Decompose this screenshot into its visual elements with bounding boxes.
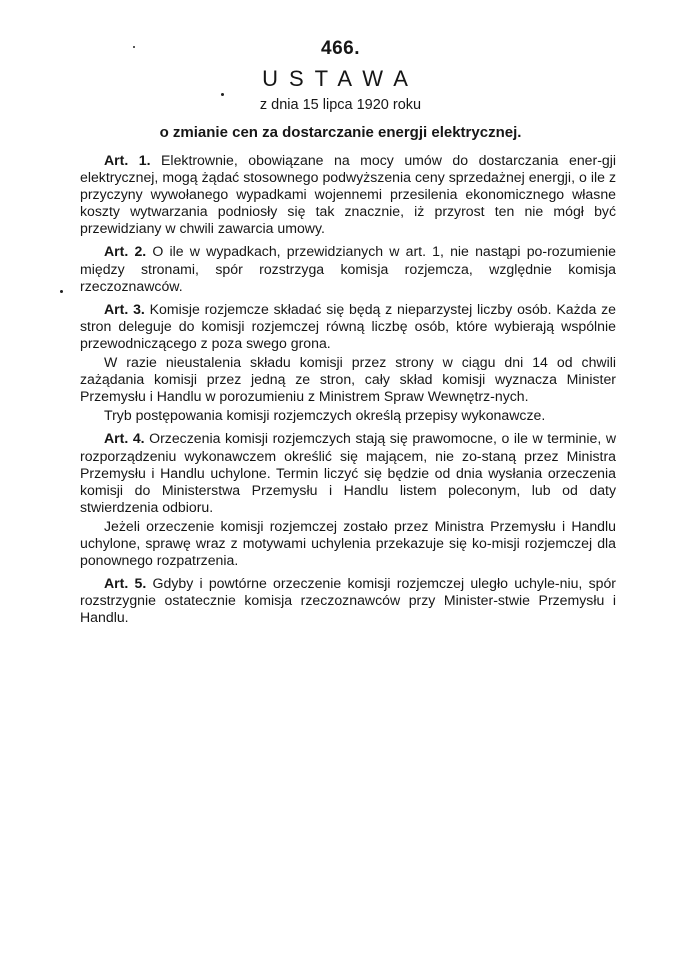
article-3-paragraph-2 <box>80 354 616 405</box>
article-text: Komisje rozjemcze składać się będą z nieparzystej liczby osób. Każda ze stron deleguje do komisji rozjemczej równą liczbę osób, które wybierają wspólnie przewodniczącego z poza swego grona. <box>80 300 616 351</box>
article-3-paragraph-3 <box>80 407 616 424</box>
scan-speck <box>133 46 135 48</box>
article-label: Art. 5. <box>104 575 147 592</box>
subject-title: o zmianie cen za dostarczanie energji elektrycznej. <box>159 124 522 141</box>
article-2 <box>80 243 616 294</box>
law-body <box>80 152 616 632</box>
paragraph-text: W razie nieustalenia składu komisji przez strony w ciągu dni 14 od chwili zażądania komisji przez jedną ze stron, cały skład komisji wyznacza Minister Przemysłu i Handlu w porozumieniu z Ministrem Spraw Wewnętrz-nych. <box>80 354 616 405</box>
article-text: O ile w wypadkach, przewidzianych w art. 1, nie nastąpi po-rozumienie między stronami, spór rozstrzyga komisja rozjemcza, względnie komisja rzeczoznawców. <box>80 243 616 294</box>
document-type-heading: USTAWA <box>262 66 419 91</box>
article-label: Art. 2. <box>104 243 147 260</box>
scan-speck <box>221 93 224 96</box>
article-4-paragraph-2 <box>80 518 616 569</box>
article-5 <box>80 575 616 626</box>
article-3 <box>80 301 616 352</box>
article-4 <box>80 430 616 515</box>
scan-speck <box>60 290 63 293</box>
page-number: 466. <box>321 38 360 59</box>
paragraph-text: Tryb postępowania komisji rozjemczych określą przepisy wykonawcze. <box>104 407 546 424</box>
article-text: Elektrownie, obowiązane na mocy umów do dostarczania ener-gji elektrycznej, mogą żądać stosownego podwyższenia ceny sprzedażnej energji, o ile z przyczyny wywołanego wypadkami wojennemi przesilenia ekonomicznego własne koszty wytwarzania podniosły się tak znacznie, iż przyrost ten nie mógł być przewidziany w chwili zawarcia umowy. <box>80 152 616 237</box>
article-text: Gdyby i powtórne orzeczenie komisji rozjemczej uległo uchyle-niu, spór rozstrzygnie ostatecznie komisja rzeczoznawców przy Minister-stwie Przemysłu i Handlu. <box>80 575 616 626</box>
article-label: Art. 4. <box>104 430 145 447</box>
paragraph-text: Jeżeli orzeczenie komisji rozjemczej zostało przez Ministra Przemysłu i Handlu uchylone, sprawę wraz z motywami uchylenia przekazuje się ko-misji rozjemczej dla ponownego rozpatrzenia. <box>80 517 616 569</box>
article-1 <box>80 152 616 237</box>
article-label: Art. 1. <box>104 152 151 168</box>
date-line: z dnia 15 lipca 1920 roku <box>259 97 422 113</box>
article-label: Art. 3. <box>104 300 145 317</box>
article-text: Orzeczenia komisji rozjemczych stają się prawomocne, o ile w terminie, w rozporządzeniu wykonawczem określić się mającem, nie zo-staną przez Ministra Przemysłu i Handlu uchylone. Termin liczyć się będzie od dnia wysłania orzeczenia komisji do Ministerstwa Przemysłu i Handlu listem poleconym, lub od daty stwierdzenia odbioru. <box>80 430 617 515</box>
